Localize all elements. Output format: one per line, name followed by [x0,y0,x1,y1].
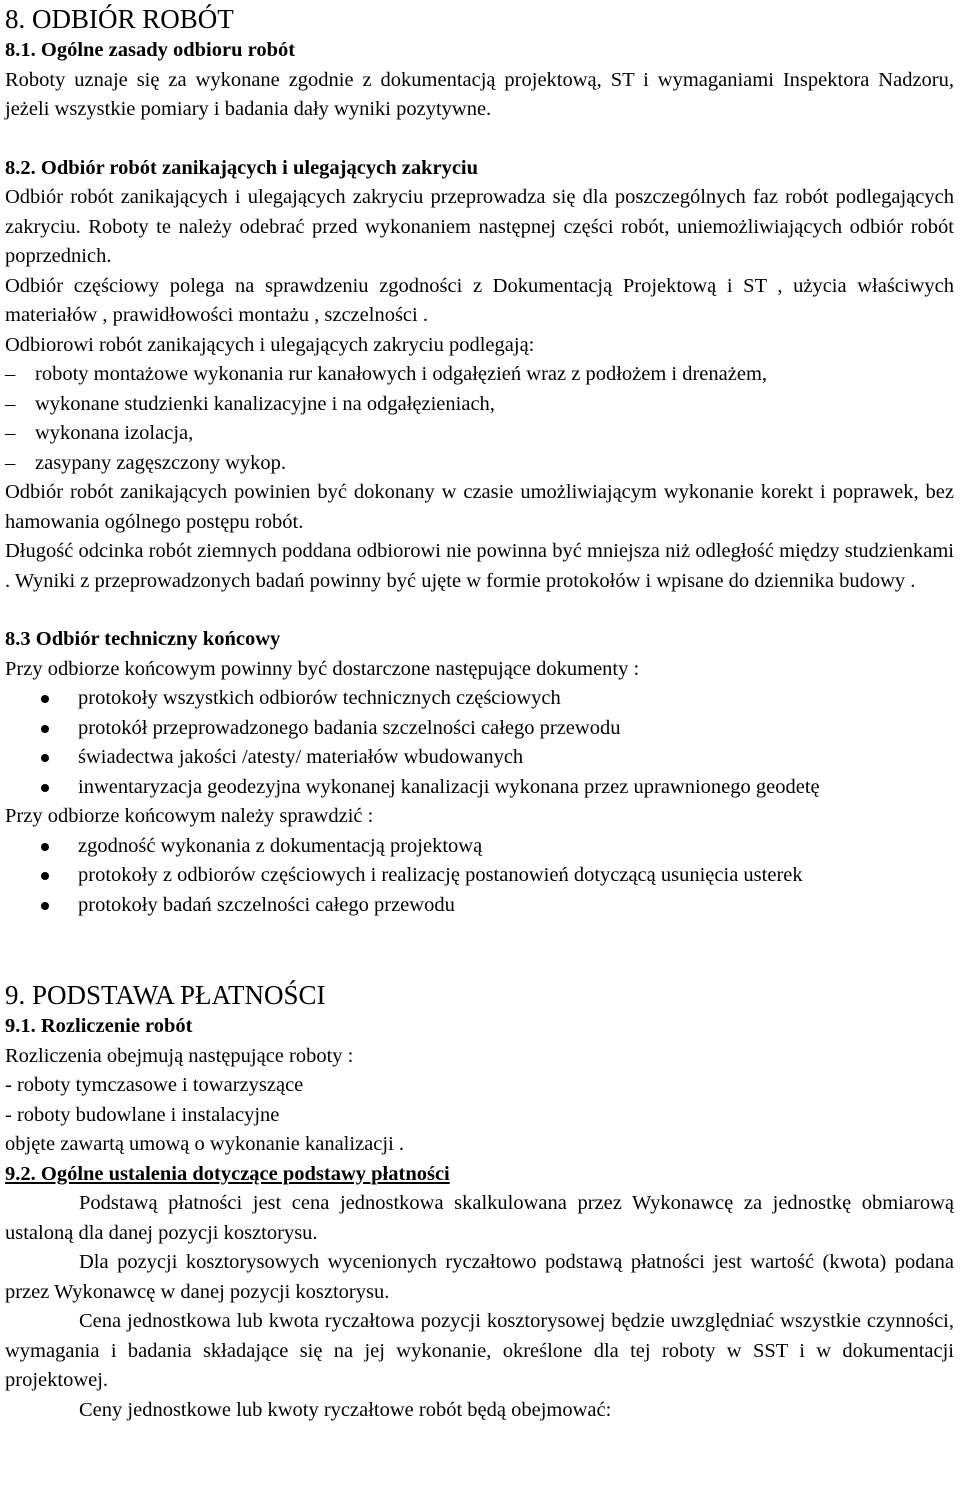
section-8-3-intro-2: Przy odbiorze końcowym należy sprawdzić : [5,805,374,827]
section-9-1-outro: objęte zawartą umową o wykonanie kanalizacji . [5,1133,405,1155]
list-item: – roboty montażowe wykonania rur kanałowych i odgałęzień wraz z podłożem i drenażem, [5,360,954,390]
section-9-2-paragraph-3: Cena jednostkowa lub kwota ryczałtowa pozycji kosztorysowej będzie uwzględniać wszystkie czynności, wymagania i badania składające się na jej wykonanie, określone dla tej roboty w SST i w dokumentacji projektowej. [5,1310,954,1391]
list-item [5,832,954,862]
list-item: – wykonana izolacja, [5,419,954,449]
section-8-1-heading: 8.1. Ogólne zasady odbioru robót [5,39,296,61]
section-9-2-heading: 9.2. Ogólne ustalenia dotyczące podstawy płatności [5,1162,450,1185]
section-8-2-paragraph-2: Odbiór częściowy polega na sprawdzeniu zgodności z Dokumentacją Projektową i ST , użycia właściwych materiałów , prawidłowości montażu , szczelności . [5,274,954,326]
section-9-2-paragraph-2: Dla pozycji kosztorysowych wycenionych ryczałtowo podstawą płatności jest wartość (kwota) podana przez Wykonawcę w danej pozycji kosztorysu. [5,1251,954,1303]
section-9-title: 9. PODSTAWA PŁATNOŚCI [5,980,326,1010]
list-item [5,743,954,773]
bullet-icon [41,872,49,880]
list-item-text: protokoły z odbiorów częściowych i realizację postanowień dotyczącą usunięcia usterek [78,864,803,886]
list-item [5,684,954,714]
settlement-list [5,1071,954,1130]
section-9-1-intro: Rozliczenia obejmują następujące roboty : [5,1044,354,1067]
spacer [5,125,954,154]
list-item-text: protokół przeprowadzonego badania szczelności całego przewodu [78,716,621,739]
list-item [5,773,954,803]
list-item: – zasypany zagęszczony wykop. [5,449,954,479]
list-item [5,861,954,891]
section-8-2-paragraph-3: Odbiorowi robót zanikających i ulegających zakryciu podlegają: [5,333,535,356]
spacer [5,596,954,625]
bullet-icon [41,695,49,703]
list-item [5,891,954,921]
section-8-2-paragraph-5: Długość odcinka robót ziemnych poddana odbiorowi nie powinna być mniejsza niż odległość między studzienkami . Wyniki z przeprowadzonych badań powinny być ujęte w formie protokołów i wpisane do dziennika budowy . [5,540,954,592]
final-checks-list [5,832,954,921]
bullet-icon [41,784,49,792]
section-8-1-text: Roboty uznaje się za wykonane zgodnie z dokumentacją projektową, ST i wymaganiami Inspektora Nadzoru, jeżeli wszystkie pomiary i badania dały wyniki pozytywne. [5,68,954,120]
bullet-icon [41,754,49,762]
section-8-2-heading: 8.2. Odbiór robót zanikających i ulegających zakryciu [5,156,479,179]
section-8-3-intro-1: Przy odbiorze końcowym powinny być dostarczone następujące dokumenty : [5,657,640,680]
spacer [5,920,954,978]
bullet-icon [41,843,49,851]
bullet-icon [41,725,49,733]
list-item: - roboty budowlane i instalacyjne [5,1103,280,1126]
section-9-2-paragraph-1: Podstawą płatności jest cena jednostkowa skalkulowana przez Wykonawcę za jednostkę obmiarową ustaloną dla danej pozycji kosztorysu. [5,1192,954,1244]
list-item-text: świadectwa jakości /atesty/ materiałów wbudowanych [78,746,524,768]
list-item-text: zgodność wykonania z dokumentacją projektową [78,834,483,857]
section-8-title: 8. ODBIÓR ROBÓT [5,4,234,34]
section-8-3-heading: 8.3 Odbiór techniczny końcowy [5,628,281,650]
bullet-icon [41,902,49,910]
section-8-2-paragraph-4: Odbiór robót zanikających powinien być dokonany w czasie umożliwiającym wykonanie korekt i poprawek, bez hamowania ogólnego postępu robót. [5,481,954,533]
list-item-text: protokoły wszystkich odbiorów technicznych częściowych [78,687,561,709]
list-item [5,714,954,744]
list-item: – wykonane studzienki kanalizacyjne i na odgałęzieniach, [5,390,954,420]
section-8-2-paragraph-1: Odbiór robót zanikających i ulegających zakryciu przeprowadza się dla poszczególnych faz robót podlegających zakryciu. Roboty te należy odebrać przed wykonaniem następnej części robót, uniemożliwiających odbiór robót poprzednich. [5,186,954,267]
covered-works-list [5,360,954,478]
list-item-text: protokoły badań szczelności całego przewodu [78,893,455,916]
list-item-text: inwentaryzacja geodezyjna wykonanej kanalizacji wykonana przez uprawnionego geodetę [78,775,820,798]
final-documents-list [5,684,954,802]
section-9-2-paragraph-4: Ceny jednostkowe lub kwoty ryczałtowe robót będą obejmować: [79,1398,612,1421]
section-9-1-heading: 9.1. Rozliczenie robót [5,1015,193,1037]
list-item: - roboty tymczasowe i towarzyszące [5,1074,304,1096]
